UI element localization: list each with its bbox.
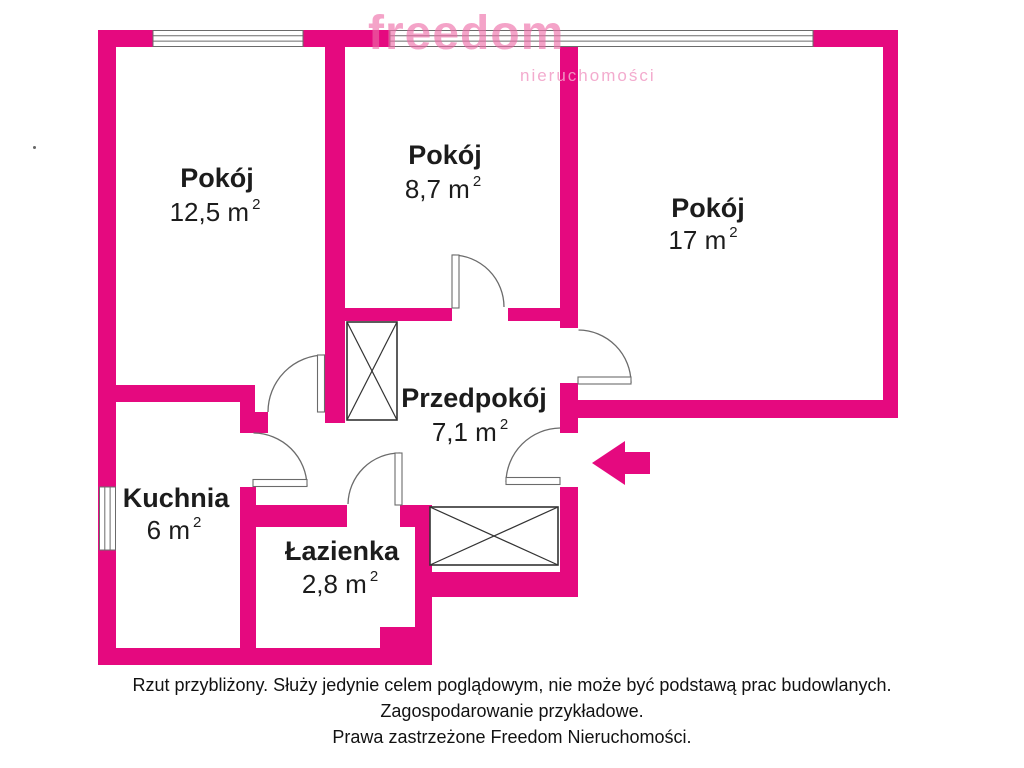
room-area-pokoj-1: 12,5 m $^2$ [169,196,261,227]
door-pokoj2 [452,255,504,308]
door-leaf [395,453,402,505]
door-lazienka [348,453,402,505]
superscript: 2 [499,416,509,433]
room-label-kuchnia [123,484,230,512]
room-name: Łazienka [284,536,400,566]
room-label-pokoj-3 [671,194,745,222]
door-leaf [253,480,307,487]
window-kitchen-left [100,487,116,550]
room-area-lazienka: 2,8 m $^2$ [301,568,379,599]
door-leaf [452,255,459,308]
superscript: 2 [252,196,261,213]
door-leaf [318,355,325,412]
door-leaf [578,377,631,384]
room-name: Pokój [408,140,482,170]
room-name: Przedpokój [401,383,547,413]
watermark-logo: freedom [368,7,565,60]
room-area-pokoj-2: 8,7 m $^2$ [404,173,482,204]
room-area-kuchnia: 6 m $^2$ [146,514,202,545]
disclaimer-line-2: Zagospodarowanie przykładowe. [380,701,644,721]
door-pokoj3 [578,330,631,384]
room-label-pokoj-1 [180,164,254,192]
wardrobe-hall-north-icon [347,322,397,420]
entrance-arrow-icon [592,441,650,485]
door-leaf [506,478,560,485]
disclaimer-line-1: Rzut przybliżony. Służy jedynie celem poglądowym, nie może być podstawą prac budowlanych. [132,675,892,695]
room-name: Kuchnia [122,483,230,513]
room-label-przedpokoj [401,384,547,412]
window-pokoj1-top [153,31,303,47]
watermark-logo-subtext: nieruchomości [520,66,656,85]
room-label-pokoj-2 [408,141,482,169]
superscript: 2 [472,173,482,190]
superscript: 2 [729,224,738,241]
door-pokoj1 [268,355,325,412]
room-area-pokoj-3: 17 m $^2$ [668,224,738,255]
wardrobe-hall-south-icon [430,507,558,565]
room-area-przedpokoj: 7,1 m $^2$ [431,416,509,447]
disclaimer-text [0,672,1024,750]
door-entrance [506,428,560,485]
door-kuchnia [253,433,307,487]
superscript: 2 [193,514,202,531]
superscript: 2 [369,568,379,585]
room-name: Pokój [671,193,745,223]
disclaimer-line-3: Prawa zastrzeżone Freedom Nieruchomości. [332,727,692,747]
room-label-lazienka [285,537,399,565]
room-name: Pokój [180,163,254,193]
